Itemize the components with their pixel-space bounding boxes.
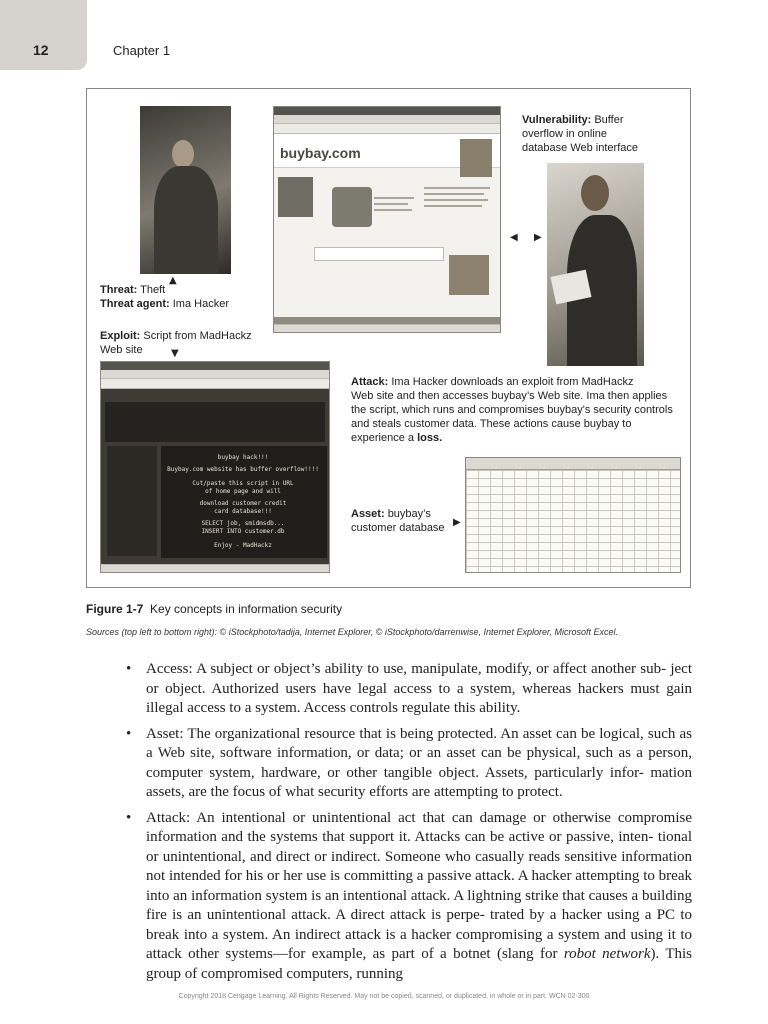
arrow-left-icon: ◀ bbox=[510, 232, 518, 243]
threat-agent-term: Threat agent: bbox=[100, 298, 170, 310]
exploit-text-2: Web site bbox=[100, 344, 143, 356]
arrow-up-icon: ▲ bbox=[169, 275, 177, 286]
definitions-list bbox=[126, 660, 692, 990]
attack-line-6: strike that causes a building fire is an unintentional attack. A direct attack is perpe- bbox=[146, 887, 692, 923]
figure-title: Key concepts in information security bbox=[150, 602, 343, 616]
exploit-term: Exploit: bbox=[100, 330, 141, 342]
asset-text-2: customer database bbox=[351, 522, 445, 534]
hack-text-2: Buybay.com website has buffer overflow!!!! bbox=[167, 466, 319, 473]
attack-line-3: tional or unintentional, and direct or indirect. Someone who casually reads sensitive bbox=[146, 829, 692, 865]
figure-label: Figure 1-7 bbox=[86, 602, 144, 616]
figure-sources: Sources (top left to bottom right): © iStockphoto/tadija, Internet Explorer, © iStockphoto/darrenwise, Internet Explorer, Microsoft Excel. bbox=[86, 627, 619, 637]
hack-text-5: download customer credit bbox=[199, 500, 287, 507]
attack-text-5: experience a bbox=[351, 432, 414, 444]
woman-photo bbox=[547, 163, 644, 366]
threat-term: Threat: bbox=[100, 284, 138, 296]
asset-line-2: as a Web site, software information, or data; or an asset can be physical, such as a bbox=[146, 725, 692, 761]
attack-text-1: Ima Hacker downloads an exploit from MadHackz bbox=[391, 376, 634, 388]
attack-tail: ). This group of compromised computers, running bbox=[146, 946, 692, 982]
threat-text: Theft bbox=[140, 284, 166, 296]
attack-text-4: and steals customer data. These actions cause buybay to bbox=[351, 418, 632, 430]
madhackz-website-screenshot bbox=[100, 361, 330, 573]
arrow-right-icon: ▶ bbox=[534, 232, 542, 243]
attack-line-4: information not intended for his or her use is committing a passive attack. A hacker bbox=[146, 848, 693, 884]
arrow-down-icon: ▼ bbox=[171, 348, 179, 359]
chapter-label: Chapter 1 bbox=[113, 43, 171, 58]
page-number: 12 bbox=[33, 42, 49, 58]
buybay-website-screenshot bbox=[273, 106, 501, 333]
vulnerability-text: Buffer bbox=[594, 114, 624, 126]
asset-term: Asset: bbox=[351, 508, 385, 520]
access-line-2: ject or object. Authorized users have legal access to a system, whereas hackers must bbox=[146, 661, 692, 697]
hack-text-3: Cut/paste this script in URL bbox=[192, 480, 294, 487]
asset-text-1: buybay’s bbox=[387, 508, 431, 520]
asset-line-3: person, computer system, hardware, or other tangible object. Assets, particularly infor- bbox=[146, 745, 693, 781]
attack-loss: loss. bbox=[417, 432, 443, 444]
asset-line-1: : The organizational resource that is being protected. An asset can be logical, such bbox=[179, 725, 676, 742]
hack-text-8: INSERT INTO customer.db bbox=[201, 528, 285, 535]
list-item-asset: • Asset: The organizational resource that is being protected. An asset can be logical, such as a Web site, software information, or data; or an asset can be physical, such as a person, computer system, hardware, or other tangible object. Assets, particularly infor- mation assets, are the focus of what security efforts are attempting to protect. bbox=[126, 725, 693, 800]
page-tab bbox=[0, 0, 87, 70]
arrow-right-asset-icon: ▶ bbox=[453, 517, 461, 528]
attack-line-1: : An intentional or unintentional act that can damage or otherwise compromise bbox=[185, 809, 692, 826]
exploit-text: Script from MadHackz bbox=[143, 330, 252, 342]
asset-line-4: mation assets, are the focus of what security efforts are attempting to protect. bbox=[146, 764, 692, 800]
list-item-attack: • Attack: An intentional or unintentional act that can damage or otherwise compromise information and the systems that support it. Attacks can be active or passive, inten- tional or unintentional, and direct or indirect. Someone who casually reads sensitive information not intended for his or her use is committing a passive attack. A hacker attempting to break into an information system is an intentional attack. A lightning strike that causes a building fire is an unintentional attack. A direct attack is perpe- trated by a hacker using a PC to break into a system. An indirect attack is a hacker compromising a system and using it to attack other systems—for example, as part of a botnet (slang for robot network). This group of compromised computers, running bbox=[126, 809, 693, 982]
attack-text-3: the script, which runs and compromises buybay's security controls bbox=[351, 404, 673, 416]
attack-text-2: Web site and then accesses buybay’s Web site. Ima then applies bbox=[351, 390, 668, 402]
vulnerability-text-2: overflow in online bbox=[522, 128, 607, 140]
hack-text-1: buybay hack!!! bbox=[217, 454, 269, 461]
hack-text-7: SELECT job, smidmsdb... bbox=[201, 520, 285, 527]
vulnerability-text-3: database Web interface bbox=[522, 142, 638, 154]
attack-line-9: botnet (slang for bbox=[453, 946, 564, 962]
hack-text-4: of home page and will bbox=[205, 488, 281, 495]
term-access: Access bbox=[146, 661, 189, 677]
threat-agent-text: Ima Hacker bbox=[172, 298, 229, 310]
attack-line-2: information and the systems that support it. Attacks can be active or passive, inten- bbox=[146, 829, 654, 845]
term-asset: Asset bbox=[146, 725, 180, 742]
hacker-photo bbox=[140, 106, 231, 274]
attack-term: Attack: bbox=[351, 376, 389, 388]
vulnerability-term: Vulnerability: bbox=[522, 114, 592, 126]
customer-database-spreadsheet bbox=[465, 457, 681, 573]
attack-line-7: trated by a hacker using a PC to break into a system. An indirect attack is a hacker bbox=[146, 907, 693, 943]
term-attack: Attack bbox=[146, 809, 186, 826]
attack-italic: robot network bbox=[563, 946, 651, 962]
buybay-logo: buybay.com bbox=[280, 145, 361, 161]
list-item-access: • Access: A subject or object’s ability to use, manipulate, modify, or affect another sub- ject or object. Authorized users have legal access to a system, whereas hackers must gain illegal access to a system. Access controls regulate this ability. bbox=[126, 661, 693, 716]
access-line-3: gain illegal access to a system. Access controls regulate this ability. bbox=[146, 680, 693, 716]
attack-line-5: attempting to break into an information system is an intentional attack. A lightning bbox=[146, 868, 692, 904]
figure-key-concepts bbox=[86, 88, 691, 588]
access-line-1: : A subject or object’s ability to use, manipulate, modify, or affect another sub- bbox=[188, 661, 667, 677]
attack-line-8: compromising a system and using it to attack other systems—for example, as part of a bbox=[146, 926, 693, 962]
hack-text-6: card database!!! bbox=[214, 508, 272, 515]
hack-text-9: Enjoy - MadHackz bbox=[214, 542, 272, 549]
copyright-footer: Copyright 2018 Cengage Learning. All Rights Reserved. May not be copied, scanned, or duplicated, in whole or in part. WCN 02-300 bbox=[178, 993, 590, 1000]
